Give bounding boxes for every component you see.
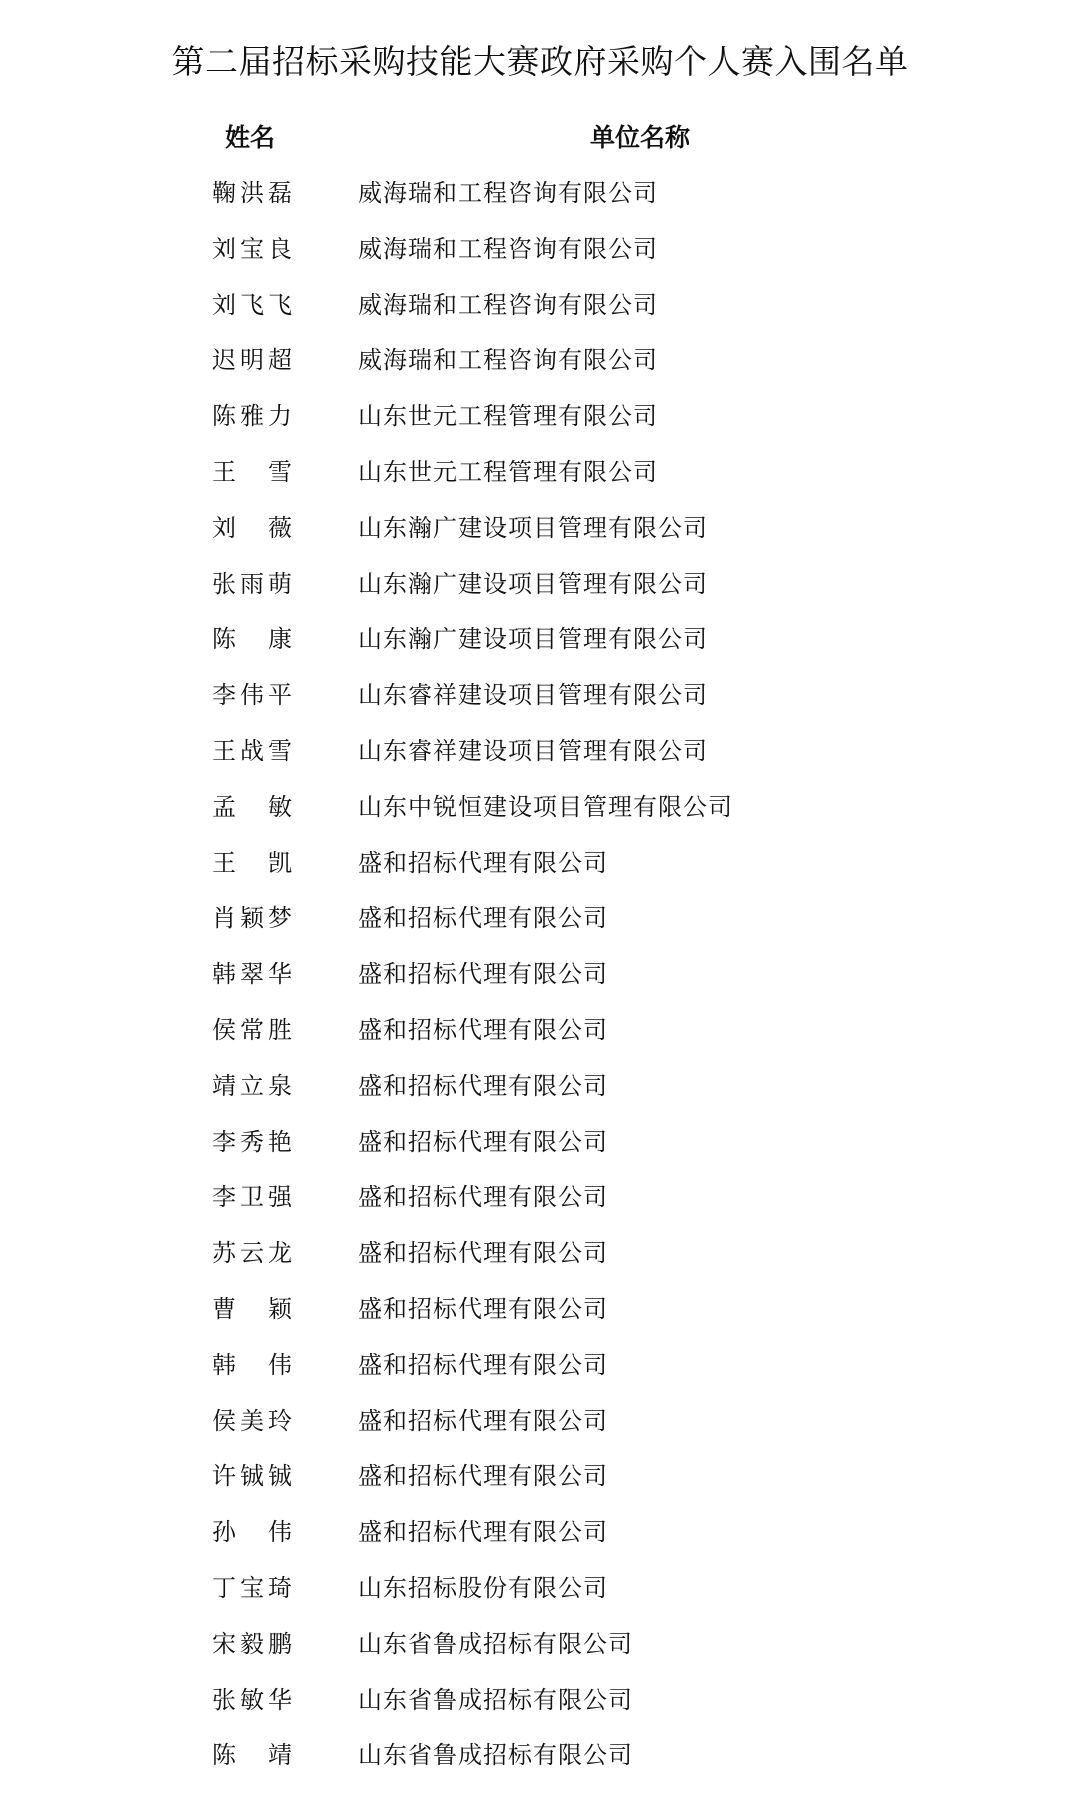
- row-unit: 威海瑞和工程咨询有限公司: [358, 179, 658, 207]
- table-row: [0, 843, 1080, 899]
- row-unit: 山东瀚广建设项目管理有限公司: [358, 513, 708, 542]
- row-name: 陈康: [212, 625, 292, 654]
- row-name: 王战雪: [212, 736, 292, 765]
- page-title: 第二届招标采购技能大赛政府采购个人赛入围名单: [171, 42, 909, 81]
- row-unit: 山东世元工程管理有限公司: [358, 402, 658, 431]
- table-row: [0, 1233, 1080, 1289]
- table-row: [0, 173, 1080, 229]
- row-unit: 山东招标股份有限公司: [358, 1573, 608, 1602]
- table-row: [0, 787, 1080, 843]
- row-name: 宋毅鹏: [212, 1629, 292, 1658]
- table-row: [0, 564, 1080, 620]
- row-name: 张敏华: [212, 1685, 292, 1714]
- table-row: [0, 731, 1080, 787]
- table-row: [0, 340, 1080, 396]
- row-name: 孟敏: [212, 792, 292, 821]
- row-unit: 盛和招标代理有限公司: [358, 904, 608, 933]
- table-row: [0, 619, 1080, 675]
- row-name: 丁宝琦: [212, 1573, 292, 1602]
- row-unit: 山东省鲁成招标有限公司: [358, 1741, 633, 1770]
- row-name: 李秀艳: [212, 1127, 292, 1156]
- table-row: [0, 1624, 1080, 1680]
- row-unit: 山东省鲁成招标有限公司: [358, 1629, 633, 1658]
- row-name: 苏云龙: [212, 1239, 292, 1268]
- row-unit: 山东睿祥建设项目管理有限公司: [358, 681, 708, 710]
- table-row: [0, 1010, 1080, 1066]
- row-unit: 山东瀚广建设项目管理有限公司: [358, 569, 708, 598]
- row-name: 许铖铖: [212, 1462, 292, 1491]
- table-row: [0, 954, 1080, 1010]
- row-unit: 山东世元工程管理有限公司: [358, 457, 658, 486]
- row-unit: 山东睿祥建设项目管理有限公司: [358, 736, 708, 765]
- row-name: 韩伟: [212, 1350, 292, 1379]
- table-row: [0, 898, 1080, 954]
- table-row: [0, 396, 1080, 452]
- row-name: 侯常胜: [212, 1015, 292, 1044]
- row-name: 靖立泉: [212, 1071, 292, 1100]
- row-unit: 威海瑞和工程咨询有限公司: [358, 346, 658, 375]
- row-unit: 山东中锐恒建设项目管理有限公司: [358, 792, 733, 821]
- table-row: [0, 1289, 1080, 1345]
- row-unit: 盛和招标代理有限公司: [358, 1127, 608, 1156]
- row-unit: 盛和招标代理有限公司: [358, 848, 608, 877]
- row-unit: 山东瀚广建设项目管理有限公司: [358, 625, 708, 654]
- row-name: 张雨萌: [212, 569, 292, 598]
- table-row: [0, 1066, 1080, 1122]
- table-row: [0, 452, 1080, 508]
- row-name: 迟明超: [212, 346, 292, 375]
- row-unit: 盛和招标代理有限公司: [358, 1071, 608, 1100]
- table-body: [0, 173, 1080, 1791]
- row-name: 陈靖: [212, 1741, 292, 1770]
- row-name: 刘飞飞: [212, 290, 292, 319]
- row-name: 李伟平: [212, 681, 292, 710]
- row-name: 刘薇: [212, 513, 292, 542]
- row-name: 侯美玲: [212, 1406, 292, 1435]
- table-row: [0, 1177, 1080, 1233]
- table-row: [0, 285, 1080, 341]
- table-row: [0, 508, 1080, 564]
- row-name: 韩翠华: [212, 960, 292, 989]
- table-header: [0, 118, 1080, 158]
- row-name: 鞠洪磊: [212, 179, 292, 207]
- row-name: 王凯: [212, 848, 292, 877]
- table-row: [0, 1735, 1080, 1791]
- row-unit: 威海瑞和工程咨询有限公司: [358, 290, 658, 319]
- row-unit: 盛和招标代理有限公司: [358, 960, 608, 989]
- row-unit: 盛和招标代理有限公司: [358, 1462, 608, 1491]
- table-row: [0, 1456, 1080, 1512]
- table-row: [0, 1122, 1080, 1178]
- header-name: 姓名: [224, 123, 275, 152]
- row-name: 陈雅力: [212, 402, 292, 431]
- table-row: [0, 1680, 1080, 1736]
- row-name: 王雪: [212, 457, 292, 486]
- table-row: [0, 1512, 1080, 1568]
- row-unit: 盛和招标代理有限公司: [358, 1015, 608, 1044]
- row-name: 刘宝良: [212, 234, 292, 263]
- table-row: [0, 229, 1080, 285]
- row-name: 肖颖梦: [212, 904, 292, 933]
- table-row: [0, 1401, 1080, 1457]
- row-unit: 盛和招标代理有限公司: [358, 1406, 608, 1435]
- row-unit: 盛和招标代理有限公司: [358, 1518, 608, 1547]
- row-unit: 盛和招标代理有限公司: [358, 1183, 608, 1212]
- row-name: 孙伟: [212, 1518, 292, 1547]
- table-row: [0, 1345, 1080, 1401]
- row-name: 李卫强: [212, 1183, 292, 1212]
- table-row: [0, 675, 1080, 731]
- row-name: 曹颖: [212, 1294, 292, 1323]
- row-unit: 盛和招标代理有限公司: [358, 1350, 608, 1379]
- row-unit: 盛和招标代理有限公司: [358, 1239, 608, 1268]
- row-unit: 山东省鲁成招标有限公司: [358, 1685, 633, 1714]
- row-unit: 盛和招标代理有限公司: [358, 1294, 608, 1323]
- table-row: [0, 1568, 1080, 1624]
- row-unit: 威海瑞和工程咨询有限公司: [358, 234, 658, 263]
- header-unit: 单位名称: [589, 123, 690, 152]
